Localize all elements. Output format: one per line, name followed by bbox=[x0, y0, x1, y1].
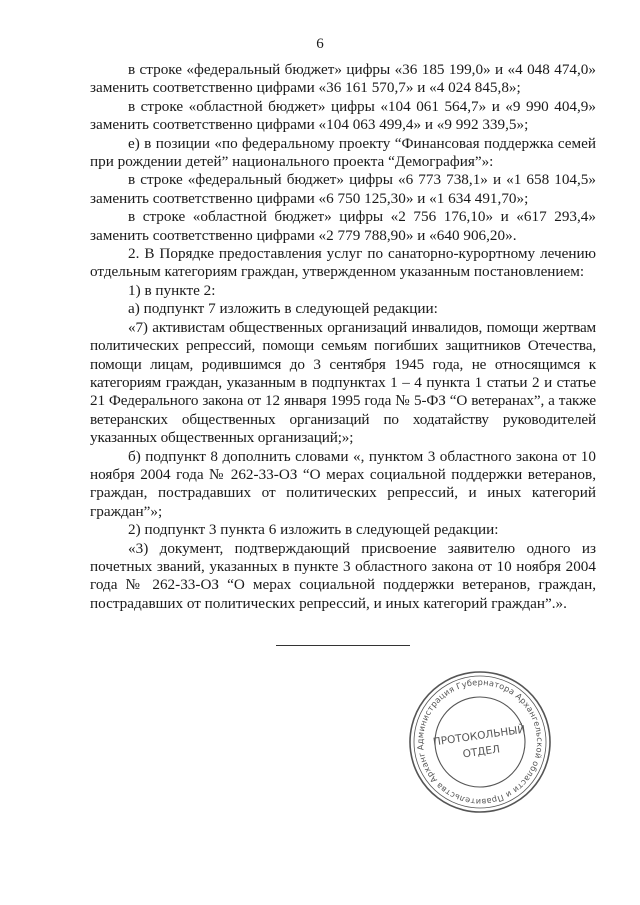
paragraph-federal-budget-2: в строке «федеральный бюджет» цифры «6 773 738,1» и «1 658 104,5» заменить соответственно цифрами «6 750 125,30» и «1 634 491,70»; bbox=[90, 171, 596, 207]
paragraph-quote-7: «7) активистам общественных организаций инвалидов, помощи жертвам политических репрессий, помощи семьям погибших защитников Отечества, помощи лицам, родившимся до 3 сентября 1945 года, не относящимся к категориям граждан, указанным в подпунктах 1 – 4 пункта 1 статьи 2 и статье 21 Федерального закона от 12 января 1995 года № 5-ФЗ “О ветеранах”, а также ветеранских общественных организаций по ходатайству руководителей указанных общественных организаций;»; bbox=[90, 318, 596, 447]
paragraph-regional-budget-1: в строке «областной бюджет» цифры «104 061 564,7» и «9 990 404,9» заменить соответственно цифрами «104 063 499,4» и «9 992 339,5»; bbox=[90, 97, 596, 134]
stamp-outer-ring bbox=[406, 668, 554, 816]
protocol-department-stamp bbox=[406, 668, 554, 816]
stamp-label-line-1: ПРОТОКОЛЬНЫЙ bbox=[432, 723, 527, 749]
paragraph-regional-budget-2: в строке «областной бюджет» цифры «2 756 176,10» и «617 293,4» заменить соответственно цифрами «2 779 788,90» и «640 906,20». bbox=[90, 208, 596, 244]
paragraph-subitem-a: а) подпункт 7 изложить в следующей редакции: bbox=[128, 300, 438, 318]
paragraph-item-1: 1) в пункте 2: bbox=[128, 281, 216, 299]
paragraph-section-2: 2. В Порядке предоставления услуг по санаторно-курортному лечению отдельным категориям граждан, утвержденном указанным постановлением: bbox=[90, 245, 596, 281]
paragraph-quote-3: «3) документ, подтверждающий присвоение заявителю одного из почетных званий, указанных в пункте 3 областного закона от 10 ноября 2004 года № 262-33-ОЗ “О мерах социальной поддержки ветеранов, граждан, пострадавших от политических репрессий, и иных категорий граждан”.». bbox=[90, 539, 596, 612]
page-number: 6 bbox=[316, 36, 324, 52]
paragraph-subitem-b: б) подпункт 8 дополнить словами «, пунктом 3 областного закона от 10 ноября 2004 года № 262-33-ОЗ “О мерах социальной поддержки ветеранов, граждан, пострадавших от политических репрессий, и иных категорий граждан”»; bbox=[90, 447, 596, 520]
paragraph-federal-budget-1: в строке «федеральный бюджет» цифры «36 185 199,0» и «4 048 474,0» заменить соответственно цифрами «36 161 570,7» и «4 024 845,8»; bbox=[90, 61, 596, 97]
stamp-middle-ring bbox=[406, 668, 554, 816]
stamp-ring-text: Администрация Губернатора Архангельской области и Правительства Архангельской bbox=[414, 676, 546, 808]
paragraph-item-2: 2) подпункт 3 пункта 6 изложить в следующей редакции: bbox=[128, 521, 499, 539]
document-body bbox=[90, 61, 596, 613]
paragraph-item-e: е) в позиции «по федеральному проекту “Финансовая поддержка семей при рождении детей” национального проекта “Демография”»: bbox=[90, 134, 596, 171]
stamp-label-line-2: ОТДЕЛ bbox=[462, 743, 501, 761]
end-divider-line bbox=[276, 645, 410, 646]
